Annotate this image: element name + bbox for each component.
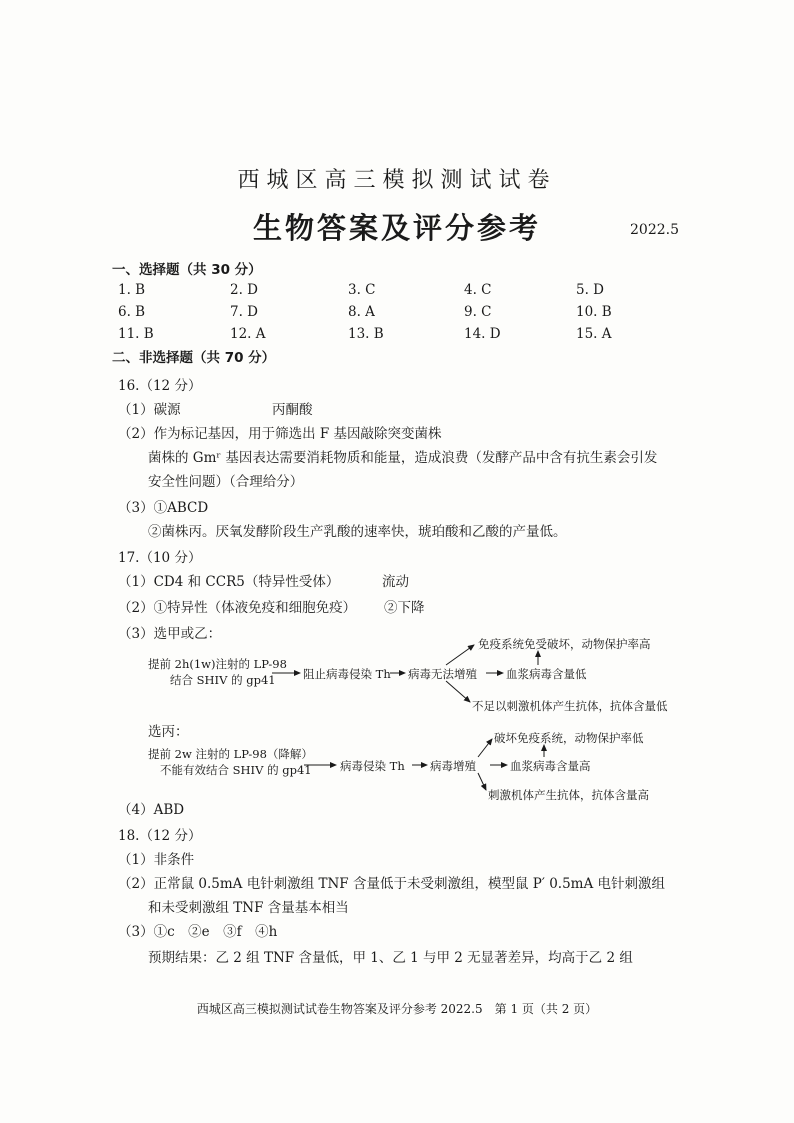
d1-arrow-bottom [446, 681, 470, 702]
q17-label: 17.（10 分） [118, 550, 202, 566]
d2-arrow-bottom [478, 773, 486, 790]
part2-heading: 二、非选择题（共 70 分） [112, 350, 276, 366]
q17-answer-1b: 流动 [382, 574, 409, 590]
q17-answer-2a: （2）①特异性（体液免疫和细胞免疫） [118, 600, 357, 616]
exam-subtitle: 西城区高三模拟测试试卷 [237, 168, 557, 193]
d2-step2: 病毒增殖 [430, 759, 476, 773]
page-footer: 西城区高三模拟测试试卷生物答案及评分参考 2022.5 第 1 页（共 2 页） [196, 1002, 598, 1016]
q18-answer-3-line1: （3）①c ②e ③f ④h [118, 924, 278, 940]
choice-answer: 2. D [230, 282, 258, 298]
d1-start-line1: 提前 2h(1w)注射的 LP-98 [148, 657, 287, 671]
q16-answer-1a: （1）碳源 [118, 402, 181, 418]
q18-answer-2-line2: 和未受刺激组 TNF 含量基本相当 [148, 900, 349, 916]
q16-answer-3-line1: （3）①ABCD [118, 500, 209, 516]
d1-step1: 阻止病毒侵染 Th [303, 667, 391, 681]
choice-answer: 14. D [464, 326, 501, 342]
choice-answer: 7. D [230, 304, 258, 320]
document-title: 生物答案及评分参考 [252, 211, 541, 245]
d2-start-line2: 不能有效结合 SHIV 的 gp41 [160, 763, 312, 777]
choice-answer: 4. C [464, 282, 492, 298]
choice-answer: 3. C [348, 282, 376, 298]
d2-step1: 病毒侵染 Th [340, 759, 405, 773]
q18-answer-1: （1）非条件 [118, 852, 195, 868]
q17-alt-label: 选丙： [148, 724, 189, 740]
choice-answer: 13. B [348, 326, 384, 342]
q17-answer-4: （4）ABD [118, 802, 185, 818]
choice-answer: 11. B [118, 326, 154, 342]
q16-answer-2-line3: 安全性问题）（合理给分） [148, 474, 304, 490]
choice-answer: 12. A [230, 326, 266, 342]
d1-outcome-bottom: 不足以刺激机体产生抗体，抗体含量低 [472, 699, 668, 713]
q16-answer-2-line2: 菌株的 Gmʳ 基因表达需要消耗物质和能量，造成浪费（发酵产品中含有抗生素会引发 [148, 450, 658, 466]
q18-label: 18.（12 分） [118, 828, 202, 844]
q17-answer-2b: ②下降 [384, 600, 425, 616]
q17-answer-3: （3）选甲或乙： [118, 626, 222, 642]
document-date: 2022.5 [630, 222, 679, 238]
d1-step2: 病毒无法增殖 [408, 667, 477, 681]
q16-answer-1b: 丙酮酸 [272, 402, 313, 418]
d2-outcome-mid: 血浆病毒含量高 [510, 759, 591, 773]
part1-heading: 一、选择题（共 30 分） [112, 262, 262, 278]
d2-arrow-top [478, 739, 492, 757]
choice-answer: 8. A [348, 304, 375, 320]
q16-answer-3-line2: ②菌株丙。厌氧发酵阶段生产乳酸的速率快，琥珀酸和乙酸的产量低。 [148, 524, 567, 540]
d1-arrow-top [446, 645, 474, 665]
choice-answer: 15. A [576, 326, 612, 342]
q16-label: 16.（12 分） [118, 378, 202, 394]
d1-outcome-top: 免疫系统免受破坏，动物保护率高 [478, 637, 651, 651]
choice-answer: 9. C [464, 304, 492, 320]
q18-answer-3-line2: 预期结果：乙 2 组 TNF 含量低，甲 1、乙 1 与甲 2 无显著差异，均高于乙 2 组 [148, 950, 633, 966]
d2-outcome-top: 破坏免疫系统，动物保护率低 [494, 731, 644, 745]
d1-start-line2: 结合 SHIV 的 gp41 [170, 673, 276, 687]
d2-outcome-bottom: 刺激机体产生抗体，抗体含量高 [488, 788, 649, 802]
d2-start-line1: 提前 2w 注射的 LP-98（降解） [148, 747, 313, 761]
choice-answer: 10. B [576, 304, 612, 320]
q18-answer-2-line1: （2）正常鼠 0.5mA 电针刺激组 TNF 含量低于未受刺激组，模型鼠 P′ 0.5mA 电针刺激组 [118, 876, 665, 892]
choice-answer: 5. D [576, 282, 604, 298]
choice-answer: 1. B [118, 282, 146, 298]
d1-outcome-mid: 血浆病毒含量低 [506, 667, 587, 681]
q16-answer-2-line1: （2）作为标记基因，用于筛选出 F 基因敲除突变菌株 [118, 426, 442, 442]
choice-answer: 6. B [118, 304, 146, 320]
q17-answer-1a: （1）CD4 和 CCR5（特异性受体） [118, 574, 340, 590]
